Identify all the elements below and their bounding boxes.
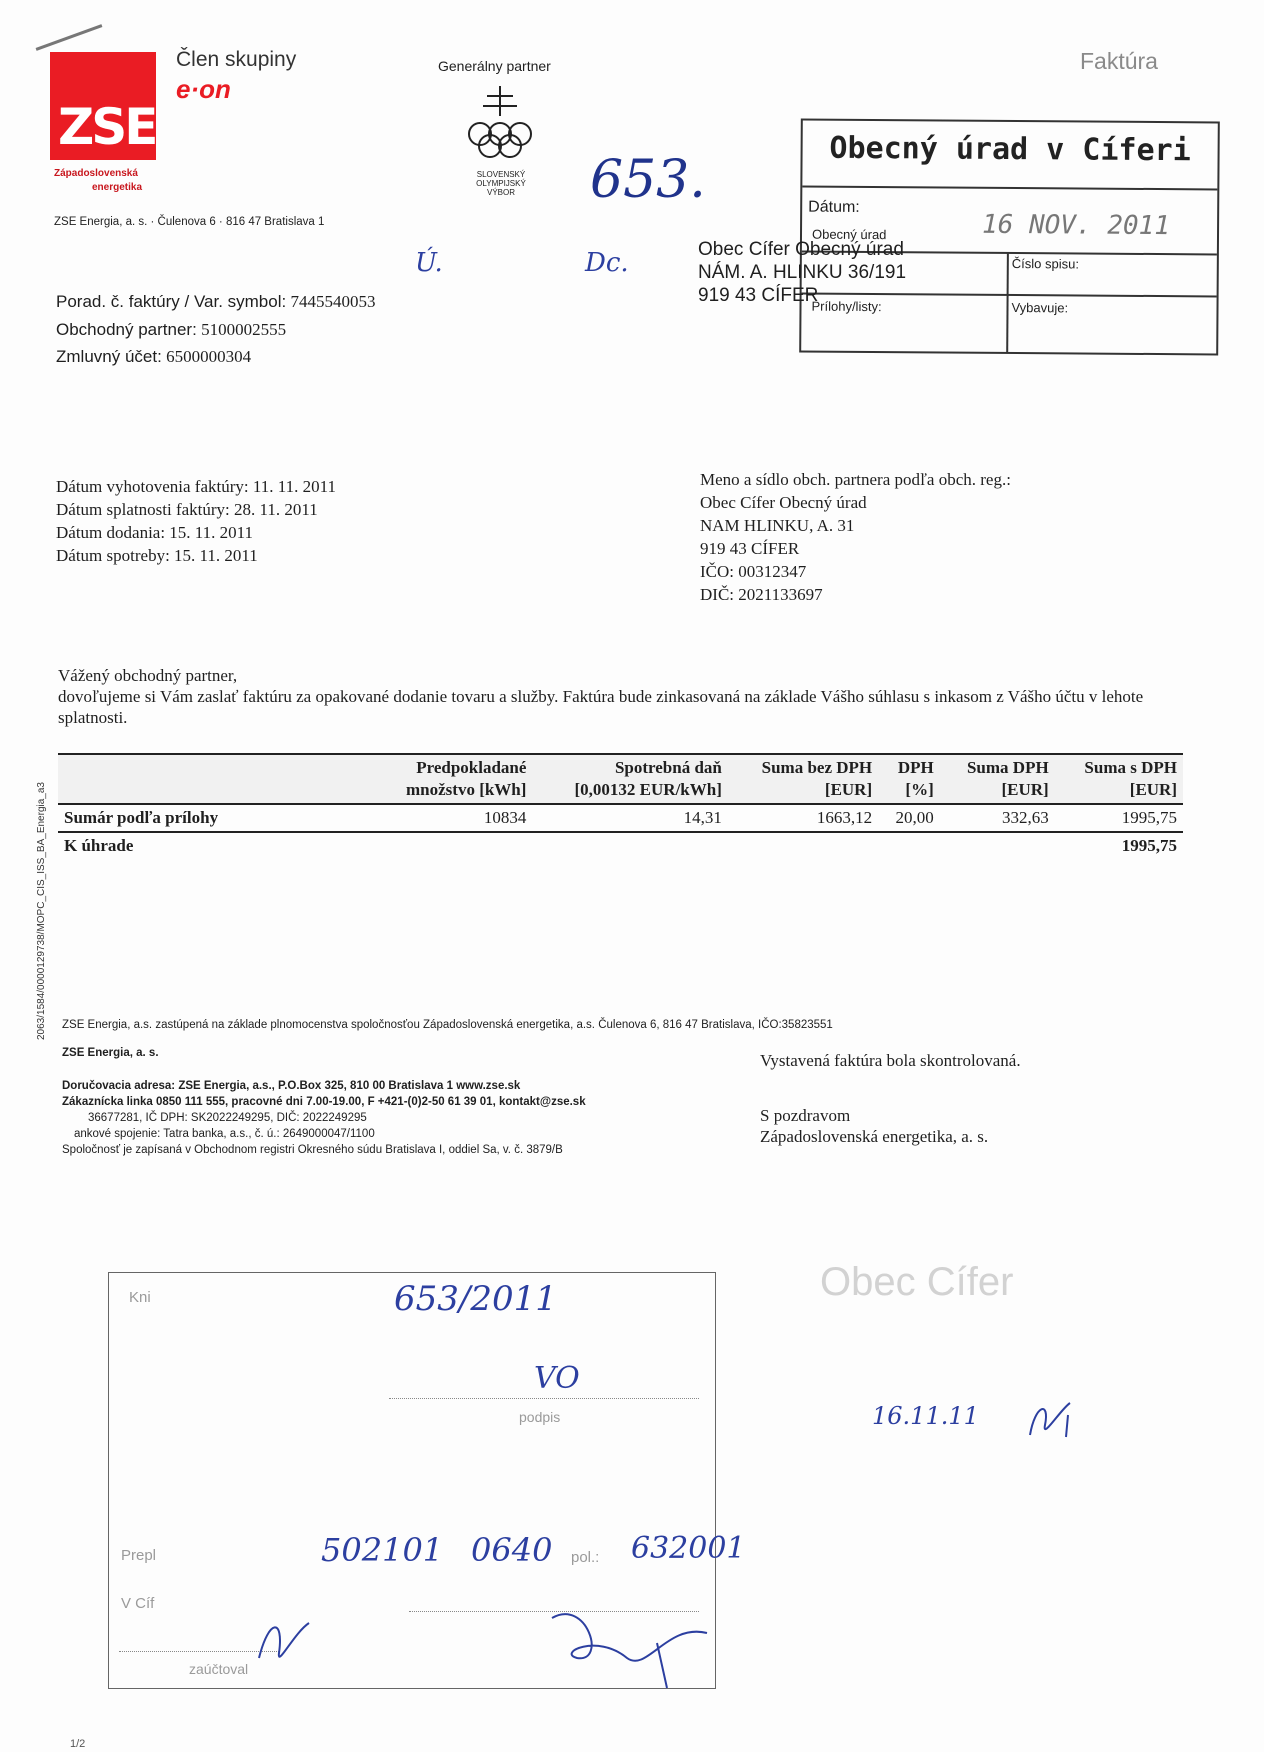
invoice-dates: Dátum vyhotovenia faktúry: 11. 11. 2011 Dátum splatnosti faktúry: 28. 11. 2011 Dátum dodania: 15. 11. 2011 Dátum spotreby: 15. 11. 2011	[56, 477, 336, 565]
invoice-table	[58, 753, 1183, 859]
booking-signature-mark	[249, 1613, 319, 1673]
sender-address: ZSE Energia, a. s. · Čulenova 6 · 816 47 Bratislava 1	[54, 216, 325, 228]
handwritten-number: 653.	[590, 150, 706, 210]
header-quantity: Predpokladané množstvo [kWh]	[406, 758, 527, 799]
stamp-date-value: 16 NOV. 2011	[981, 209, 1171, 242]
header-vat-rate: DPH [%]	[897, 758, 934, 799]
obec-stamp-title: Obec Cífer	[820, 1260, 1014, 1304]
cell-vat-rate: 20,00	[895, 808, 934, 827]
footer-line-1: ZSE Energia, a.s. zastúpená na základe plnomocenstva spoločnosťou Západoslovenská energetika, a.s. Čulenova 6, 816 47 Bratislava, IČO:35823551	[62, 1019, 833, 1031]
cell-quantity: 10834	[483, 808, 527, 827]
company-small-2: energetika	[92, 182, 143, 193]
booking-account-1: 502101	[321, 1531, 444, 1569]
cell-excise-tax: 14,31	[683, 808, 722, 827]
cell-amount-with-vat: 1995,75	[1121, 808, 1177, 827]
eon-logo: e·on	[176, 74, 231, 104]
staple-mark	[36, 24, 103, 51]
side-code-wrapper	[36, 782, 56, 1060]
registry-stamp	[799, 119, 1220, 356]
contract-account: Zmluvný účet: 6500000304	[56, 347, 252, 366]
partner-registry: Meno a sídlo obch. partnera podľa obch. reg.: Obec Cífer Obecný úrad NAM HLINKU, A. 31 919 43 CÍFER IČO: 00312347 DIČ: 2021133697	[700, 470, 1011, 604]
document-type: Faktúra	[1080, 48, 1158, 74]
booking-item-value: 632001	[631, 1531, 746, 1566]
page-number: 1/2	[70, 1738, 86, 1750]
booking-stamp	[108, 1272, 746, 1689]
row-label: Sumár podľa prílohy	[64, 808, 219, 827]
regards: S pozdravom	[760, 1106, 851, 1125]
general-partner-label: Generálny partner	[438, 58, 551, 74]
stamp-attachments-label: Prílohy/listy:	[811, 298, 882, 315]
booking-account-2: 0640	[471, 1531, 553, 1569]
total-value: 1995,75	[1121, 836, 1177, 855]
header-amount-without-vat: Suma bez DPH [EUR]	[761, 758, 873, 799]
invoice-number: Porad. č. faktúry / Var. symbol: 7445540053	[56, 292, 376, 311]
checked-note: Vystavená faktúra bola skontrolovaná.	[760, 1051, 1021, 1070]
stamp-file-number-label: Číslo spisu:	[1011, 256, 1080, 272]
closing	[760, 1050, 1021, 1147]
obec-stamp-signature	[1020, 1395, 1080, 1445]
booking-book-label: Kni	[129, 1289, 151, 1306]
booking-item-label: pol.:	[571, 1549, 600, 1566]
stamp-evidence-label: Obecný úrad	[811, 226, 887, 243]
group-member-label: Člen skupiny	[176, 48, 297, 71]
booking-signature	[547, 1603, 717, 1693]
cell-vat-amount: 332,63	[1001, 808, 1049, 827]
business-partner-number: Obchodný partner: 5100002555	[56, 320, 287, 339]
table-header-row	[58, 754, 1183, 804]
header-amount-with-vat: Suma s DPH [EUR]	[1084, 758, 1177, 799]
booking-place-label: V Cíf	[121, 1595, 155, 1612]
footer-registration: 36677281, IČ DPH: SK2022249295, DIČ: 2022249295 ankové spojenie: Tatra banka, a.s., č. ú.: 2649000047/1100 Spoločnosť je zapísaná v Obchodnom registri Okresného súdu Bratislava I, oddiel Sa, v. č. 3879/B	[62, 1112, 563, 1156]
olympic-committee-text: SLOVENSKÝ OLYMPIJSKÝ VÝBOR	[476, 170, 526, 197]
booking-book-value: 653/2011	[394, 1279, 557, 1319]
letter-text: Vážený obchodný partner, dovoľujeme si Vám zaslať faktúru za opakované dodanie tovaru a služby. Faktúra bude zinkasovaná na základe Vášho súhlasu s inkasom z Vášho účtu v lehote splatnosti.	[58, 666, 1144, 727]
stamp-handled-by-label: Vybavuje:	[1011, 300, 1069, 316]
zse-logo: ZSE	[50, 52, 156, 160]
obec-stamp-date: 16.11.11	[872, 1402, 979, 1430]
footer-line-2: ZSE Energia, a. s.	[62, 1047, 159, 1059]
total-label: K úhrade	[64, 836, 134, 855]
cell-amount-without-vat: 1663,12	[816, 808, 873, 827]
olympic-committee-icon	[455, 84, 545, 174]
recipient-address: Obec Cífer Obecný úrad NÁM. A. HLINKU 36/191 919 43 CÍFER	[698, 239, 907, 306]
total-row	[58, 832, 1183, 859]
side-code: 2063/1584/0000129738/MOPC_CIS_ISS_BA_Energia_a3	[36, 782, 47, 1040]
invoice-table-wrapper	[58, 753, 1183, 859]
handwritten-note-2: Dc.	[585, 248, 629, 278]
footer-contact: Doručovacia adresa: ZSE Energia, a.s., P.O.Box 325, 810 00 Bratislava 1 www.zse.sk Zákaznícka linka 0850 111 555, pracovné dni 7.00-19.00, F +421-(0)2-50 61 39 01, kontakt@zse.sk	[62, 1080, 586, 1108]
booking-signature-initials: VO	[534, 1361, 580, 1396]
booking-posted-label: zaúčtoval	[189, 1661, 249, 1677]
booking-transfer-label: Prepl	[121, 1547, 157, 1564]
booking-signature-label: podpis	[519, 1409, 561, 1425]
header-excise-tax: Spotrebná daň [0,00132 EUR/kWh]	[574, 758, 722, 799]
closing-company: Západoslovenská energetika, a. s.	[760, 1127, 989, 1146]
header-vat-amount: Suma DPH [EUR]	[966, 758, 1049, 799]
handwritten-note-1: Ú.	[415, 248, 443, 278]
stamp-date-label: Dátum:	[808, 198, 860, 216]
company-small-1: Západoslovenská	[54, 168, 138, 179]
table-row	[58, 804, 1183, 832]
stamp-title: Obecný úrad v Cíferi	[829, 130, 1191, 169]
